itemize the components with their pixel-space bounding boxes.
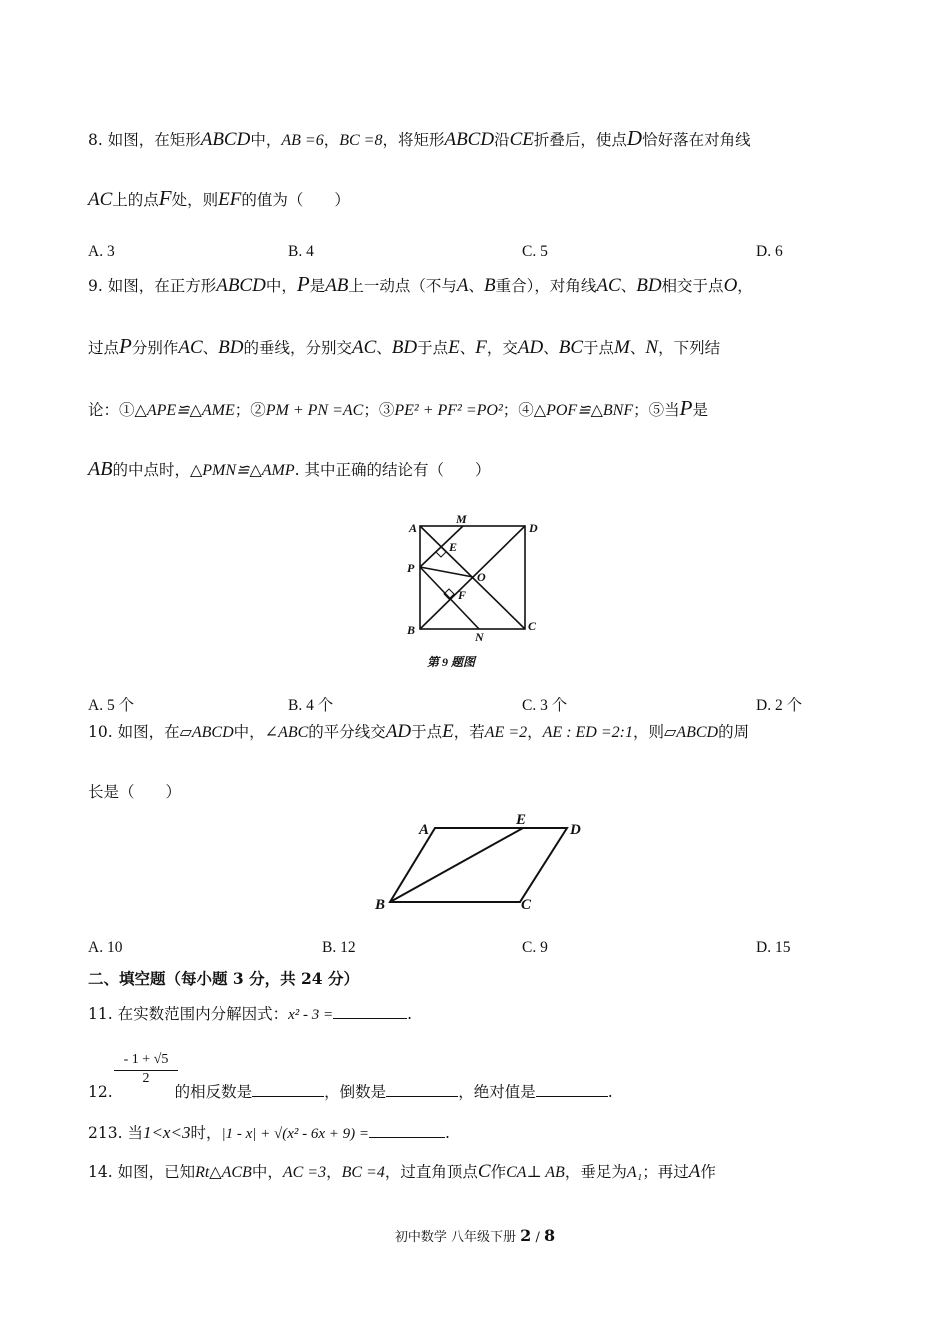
section-title: 二、填空题（每小题 3 分，共 24 分） bbox=[88, 969, 359, 988]
q9-line4: AB的中点时，△PMN≌△AMP. 其中正确的结论有（ ） bbox=[88, 458, 491, 480]
q8-line2: AC上的点F处，则EF的值为（ ） bbox=[88, 186, 350, 210]
q9-line3: 论：①△APE≌△AME；②PM + PN =AC；③PE² + PF² =PO²；④△POF≌△BNF；⑤当P是 bbox=[88, 396, 708, 420]
q10-option-d: D. 15 bbox=[756, 939, 791, 956]
q12-blank-opposite[interactable] bbox=[252, 1081, 324, 1097]
label-o: O bbox=[477, 570, 486, 584]
q10-figure bbox=[355, 812, 595, 922]
bisector-be bbox=[390, 828, 523, 902]
label-m: M bbox=[456, 512, 467, 526]
label-a: A bbox=[419, 822, 430, 838]
q8-line1: 8. 如图，在矩形ABCD中，AB =6，BC =8，将矩形ABCD沿CE折叠后，使点D恰好落在对角线 bbox=[88, 126, 751, 150]
q13-answer-blank[interactable] bbox=[369, 1122, 445, 1138]
label-b: B bbox=[407, 623, 416, 637]
q9-line1: 9. 如图，在正方形ABCD中，P是AB上一动点（不与A、B重合），对角线AC、BD相交于点O， bbox=[88, 272, 753, 296]
label-d: D bbox=[529, 521, 538, 535]
q8-option-a: A. 3 bbox=[88, 243, 115, 260]
q8-option-d: D. 6 bbox=[756, 243, 783, 260]
q10-line2: 长是（ ） bbox=[88, 783, 182, 801]
label-e: E bbox=[516, 812, 527, 828]
q9-line2: 过点P分别作AC、BD的垂线，分别交AC、BD于点E、F，交AD、BC于点M、N，下列结 bbox=[88, 334, 721, 358]
page-footer: 初中数学 八年级下册 2 / 8 bbox=[394, 1226, 556, 1245]
q9-option-d: D. 2 个 bbox=[756, 697, 803, 714]
label-c: C bbox=[521, 897, 532, 913]
label-a: A bbox=[409, 521, 418, 535]
label-d: D bbox=[570, 822, 581, 838]
q12-blank-reciprocal[interactable] bbox=[386, 1081, 458, 1097]
figure-caption: 第 9 题图 bbox=[427, 655, 476, 669]
q9-option-a: A. 5 个 bbox=[88, 697, 135, 714]
label-c: C bbox=[528, 619, 537, 633]
q12-blank-absolute[interactable] bbox=[536, 1081, 608, 1097]
label-f: F bbox=[458, 588, 467, 602]
page-total: 8 bbox=[543, 1226, 556, 1245]
q9-option-c: C. 3 个 bbox=[522, 697, 568, 714]
q8-option-b: B. 4 bbox=[288, 243, 314, 260]
q13: 213. 当1<x<3时，|1 - x| + √(x² - 6x + 9) = . bbox=[88, 1123, 450, 1142]
label-e: E bbox=[449, 540, 458, 554]
q10-option-b: B. 12 bbox=[322, 939, 356, 956]
q10-option-a: A. 10 bbox=[88, 939, 123, 956]
q10-line1: 10. 如图，在▱ABCD中，∠ABC的平分线交AD于点E，若AE =2，AE : ED =2:1，则▱ABCD的周 bbox=[88, 721, 750, 742]
q10-option-c: C. 9 bbox=[522, 939, 548, 956]
right-angle-e bbox=[436, 547, 446, 557]
label-b: B bbox=[375, 897, 386, 913]
q14: 14. 如图，已知Rt△ACB中，AC =3，BC =4，过直角顶点C作CA⊥ AB，垂足为A₁；再过A作 bbox=[88, 1161, 716, 1182]
page-number: 2 bbox=[520, 1226, 532, 1245]
q8-option-c: C. 5 bbox=[522, 243, 548, 260]
q11: 11. 在实数范围内分解因式：x² - 3 = . bbox=[88, 1005, 413, 1023]
q9-figure bbox=[395, 508, 555, 673]
q12-fraction: $\frac{- 1 + √5}{2}$ bbox=[114, 1052, 178, 1087]
q11-answer-blank[interactable] bbox=[333, 1003, 407, 1019]
label-p: P bbox=[407, 561, 415, 575]
label-n: N bbox=[475, 630, 484, 644]
q12: 12. 的相反数是 ，倒数是 ，绝对值是 . bbox=[88, 1083, 613, 1101]
q9-option-b: B. 4 个 bbox=[288, 697, 334, 714]
parallelogram-abcd bbox=[390, 828, 567, 902]
